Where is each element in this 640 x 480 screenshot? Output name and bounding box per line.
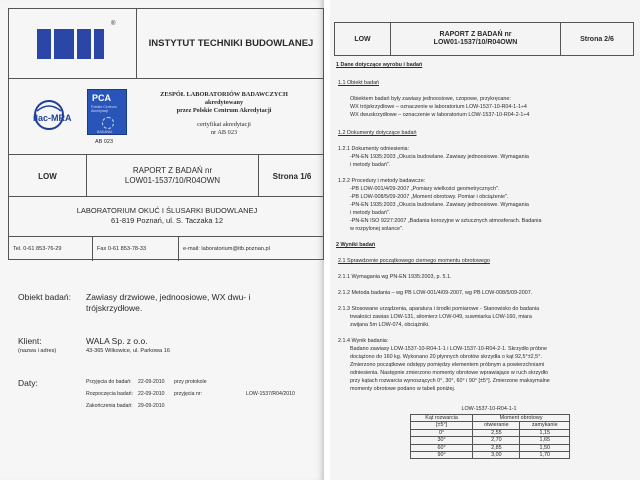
paragraph: -PB LOW-008/5/09-2007 „Moment obrotowy. Pomiar i obciążenie". [350,194,509,200]
subsection-heading: 1.1 Obiekt badań [338,80,380,86]
report-cover-page: ® INSTYTUT TECHNIKI BUDOWLANEJ ilac-MRA PCA Polskie Centrum Akredytacji BADANIA AB 023 ZESPÓŁ LABORATORIÓW BADAWCZYCH akredytowany przez Polskie Centrum Akredytacji certyfikat akredytacji nr AB 023 LOW RAPORT Z BADAŃ nr LOW01-1537/10/R04OWN Strona 1/6 LABORATORIUM OKUĆ I ŚLUSARKI BUDOWLANEJ 61-819 Poznań, ul. S. Taczaka 12 Tel. 0-61 853-76-29 Fax 0-61 853-78-33 e-mail: laboratorium@itb.poznan.pl Obiekt badań: Zawiasy drzwiowe, jednoosiowe, WX dwu- i trójskrzydłowe. Klient: (nazwa i adres) WALA Sp. z o.o. 43-365 Wilkowice, ul. Parkowa 16 Daty: Przyjęcia do badań: 22-09-2010 przy protokole Rozpoczęcia badań: 22-09-2010 przyjęcia nr: LOW-1537/R04/2010 Zakończenia badań: 29-09-2010 [0,0,324,480]
table-row: 90° 3,00 1,70 [411,452,570,459]
dates-label: Daty: [18,378,38,388]
paragraph: -PN-EN ISO 9227:2007 „Badania korozyjne w sztucznych atmosferach. Badania [350,218,542,224]
paragraph: trwałości zawias LOW-131, siłomierz LOW-049, suwmiarka LOW-160, miara [350,314,532,320]
paragraph: 2.1.2 Metoda badania – wg PB LOW-001/4/09-2007, wg PB LOW-008/5/09-2007. [338,290,533,296]
ab-number: AB 023 [95,139,114,145]
client-label: Klient: [18,336,42,346]
registered-mark: ® [111,21,116,27]
paragraph: -PN-EN 1935:2003 „Okucia budowlane. Zawiasy jednoosiowe. Wymagania [350,154,529,160]
paragraph: przy kątach rozwarcia wynoszących 0°, 30°, 60° i 90° [±5°]. Zmierzone maksymalne [350,378,550,384]
accreditation-text: ZESPÓŁ LABORATORIÓW BADAWCZYCH akredytowany przez Polskie Centrum Akredytacji certyfikat akredytacji nr AB 023 [160,91,288,136]
page-number: Strona 1/6 [272,171,312,181]
section-heading: 2 Wyniki badań [336,242,376,248]
institute-name: INSTYTUT TECHNIKI BUDOWLANEJ [137,9,324,79]
accreditation-row [9,79,324,155]
pca-logo: PCA Polskie Centrum Akredytacji BADANIA [87,89,127,135]
section-heading: 1 Dane dotyczące wyrobu i badań [336,62,423,68]
table-caption: LOW-1537-10-R04-1-1 [461,406,517,412]
paragraph: w rozpylonej solance". [350,226,404,232]
table-row: 60° 2,85 1,50 [411,444,570,451]
col-close: zamykanie [520,422,570,429]
cover-header-table [8,8,324,260]
paragraph: dociążono do 160 kg. Wykonano 20 płynnych obrotów skrzydła o kąt 92,5°±2,5°. [350,354,542,360]
paragraph: -PB LOW-001/4/09-2007 „Pomiary wielkości geometrycznych". [350,186,500,192]
paragraph: momenty obrotowe podano w tabeli poniżej. [350,386,456,392]
table-subheader-row [411,422,570,429]
paragraph: WX trójskrzydłowe – oznaczenie w laboratorium LOW-1537-10-R04-1-1÷4 [350,104,527,110]
paragraph: 2.1.4 Wynik badania: [338,338,389,344]
client-sublabel: (nazwa i adres) [18,348,57,354]
table-header-row [411,415,570,422]
col-open: otwieranie [473,422,520,429]
report-dept: LOW [9,155,87,197]
report-title: RAPORT Z BADAŃ nr LOW01-1537/10/R04OWN [391,23,561,55]
paragraph: Zmierzono początkowe odstępy pomiędzy elementem próbnym a powierzchniami [350,362,545,368]
report-row [9,155,324,197]
paragraph: zwijana 5m LOW-074, obciążniki. [350,322,430,328]
subsection-heading: 1.2 Dokumenty dotyczące badań [338,130,417,136]
itb-logo [37,29,104,59]
ilac-label: ilac-MRA [33,113,72,123]
paragraph: 2.1.1 Wymagania wg PN-EN 1935:2003, p. 5.1. [338,274,452,280]
contact-row [9,237,324,261]
page2-header-table [334,22,634,56]
paragraph: WX dwuskrzydłowe – oznaczenie w laboratorium LOW-1537-10-R04-2-1÷4 [350,112,530,118]
page-number: Strona 2/6 [580,35,614,43]
table-row: 30° 2,70 1,65 [411,437,570,444]
paragraph: Badano zawiasy LOW-1537-10-R04-1-1 i LOW-1537-10-R04-2-1. Skrzydło próbne [350,346,547,352]
col-moment: Moment obrotowy [473,415,570,422]
col-angle: Kąt rozwarcia [411,415,473,422]
email: e-mail: laboratorium@itb.poznan.pl [183,246,270,252]
paragraph: 1.2.1 Dokumenty odniesienia: [338,146,410,152]
paragraph: i metody badań". [350,162,391,168]
phone: Tel. 0-61 853-76-29 [9,237,93,261]
col-angle-unit: [±5°] [411,422,473,429]
client-address: 43-365 Wilkowice, ul. Parkowa 16 [86,348,170,354]
ilac-mra-logo [31,97,83,137]
logo-cell [9,9,137,79]
paragraph: -PN-EN 1935:2003 „Okucia budowlane. Zawiasy jednoosiowe. Wymagania [350,202,529,208]
table-row: 0° 2,55 1,15 [411,429,570,436]
laboratory-name: LABORATORIUM OKUĆ I ŚLUSARKI BUDOWLANEJ 61-819 Poznań, ul. S. Taczaka 12 [9,197,324,237]
paragraph: i metody badań". [350,210,391,216]
paragraph: odniesienia. Następnie zmierzono momenty obrotowe wprawiające w ruch skrzydło [350,370,549,376]
fax: Fax 0-61 853-78-33 [93,237,179,261]
object-value: Zawiasy drzwiowe, jednoosiowe, WX dwu- i trójskrzydłowe. [86,292,251,313]
paragraph: 2.1.3 Stosowane urządzenia, aparatura i środki pomiarowe - Stanowisko do badania [338,306,540,312]
report-dept: LOW [335,23,391,55]
report-title: RAPORT Z BADAŃ nr LOW01-1537/10/R04OWN [87,155,259,197]
paragraph: 1.2.2 Procedury i metody badawcze: [338,178,426,184]
torque-table [410,414,570,459]
object-label: Obiekt badań: [18,292,71,302]
subsection-heading: 2.1 Sprawdzenie początkowego ciernego momentu obrotowego [338,258,490,264]
client-name: WALA Sp. z o.o. [86,336,148,346]
report-page-2 [330,0,640,480]
paragraph: Obiektem badań były zawiasy jednoosiowe, czopowe, przykręcane: [350,96,511,102]
